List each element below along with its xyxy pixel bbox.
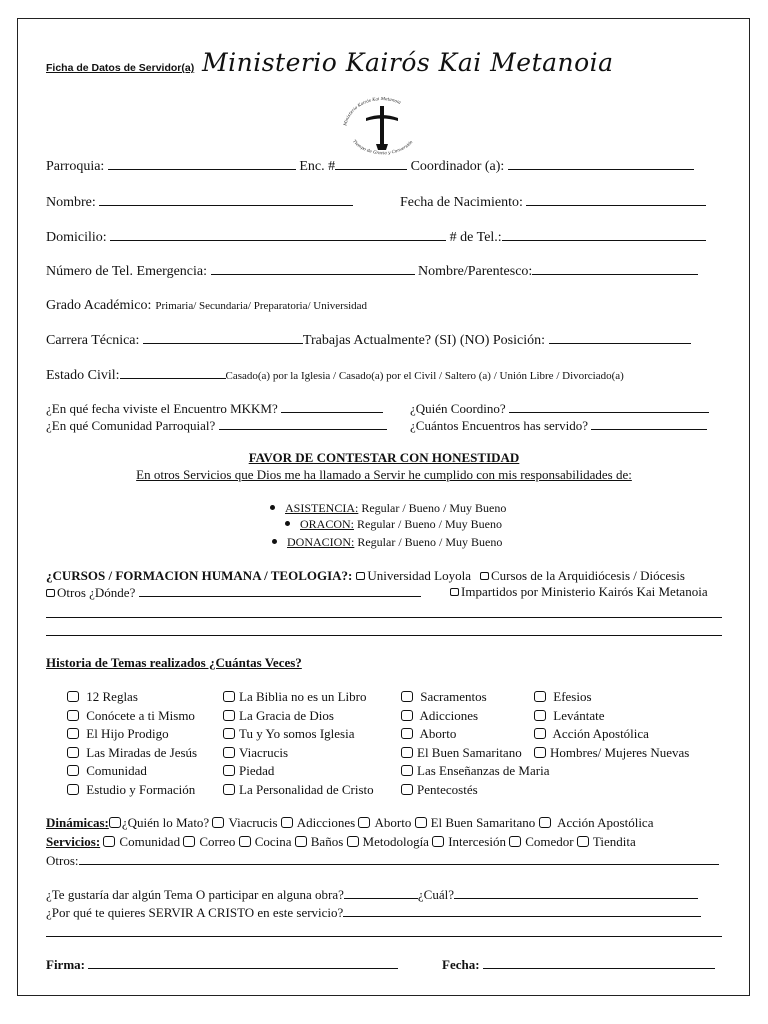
bullet-icon	[270, 505, 275, 510]
historia-col-1	[67, 688, 197, 800]
cuantos-encuentros-row	[410, 417, 707, 434]
grado-label: Grado Académico:	[46, 298, 152, 313]
servicios-otros-row	[46, 852, 719, 869]
parentesco-label: Nombre/Parentesco:	[418, 264, 533, 279]
checkbox[interactable]	[401, 747, 413, 758]
checkbox[interactable]	[223, 691, 235, 702]
tema-sacramentos[interactable]: Sacramentos	[401, 688, 549, 707]
donacion-item	[272, 535, 502, 550]
enc-label: Enc. #	[299, 159, 336, 174]
servicio-checkbox[interactable]	[509, 836, 521, 847]
checkbox[interactable]	[401, 765, 413, 776]
tema-obra-row	[46, 886, 698, 903]
checkbox[interactable]	[534, 710, 546, 721]
oracon-item	[285, 517, 502, 532]
otros-donde-field[interactable]	[139, 584, 421, 597]
tema-accion[interactable]: Acción Apostólica	[534, 725, 689, 744]
page-title: Ministerio Kairós Kai Metanoia	[202, 48, 614, 77]
comunidad-label: ¿En qué Comunidad Parroquial?	[46, 418, 216, 433]
posicion-field[interactable]	[549, 331, 691, 344]
cual-label: ¿Cuál?	[417, 887, 454, 902]
tema-estudio[interactable]: Estudio y Formación	[67, 781, 197, 800]
checkbox[interactable]	[223, 784, 235, 795]
estado-civil-label: Estado Civil:	[46, 368, 120, 383]
checkbox[interactable]	[534, 747, 546, 758]
ministerio-row	[450, 584, 708, 600]
por-que-field[interactable]	[343, 904, 701, 917]
donacion-label: DONACION:	[287, 535, 355, 549]
servicio-checkbox[interactable]	[103, 836, 115, 847]
tema-biblia[interactable]: La Biblia no es un Libro	[223, 688, 374, 707]
fecha-row	[442, 956, 715, 973]
parentesco-field[interactable]	[532, 262, 698, 275]
checkbox[interactable]	[401, 784, 413, 795]
ministry-logo	[336, 96, 428, 162]
comunidad-row	[46, 417, 387, 434]
tema-gracia[interactable]: La Gracia de Dios	[223, 707, 374, 726]
carrera-row	[46, 331, 691, 349]
por-que-row	[46, 904, 701, 921]
fecha-encuentro-field[interactable]	[281, 400, 383, 413]
tema-obra-field[interactable]	[344, 886, 418, 899]
cursos-line-1[interactable]	[46, 617, 722, 618]
dinamica-checkbox[interactable]	[281, 817, 293, 828]
historia-col-4	[534, 688, 689, 762]
firma-label: Firma:	[46, 957, 85, 972]
historia-heading: Historia de Temas realizados ¿Cuántas Veces?	[46, 655, 302, 670]
quien-coordino-field[interactable]	[509, 400, 709, 413]
ministerio-checkbox[interactable]	[450, 588, 459, 596]
tel-emergencia-field[interactable]	[211, 262, 415, 275]
checkbox[interactable]	[401, 710, 413, 721]
checkbox[interactable]	[67, 710, 79, 721]
fecha-nac-label: Fecha de Nacimiento:	[400, 195, 523, 210]
tema-12-reglas[interactable]: 12 Reglas	[67, 688, 197, 707]
ministerio-label: Impartidos por Ministerio Kairós Kai Metanoia	[461, 584, 708, 599]
dinamicas-label: Dinámicas:	[46, 815, 109, 830]
quien-coordino-label: ¿Quién Coordino?	[410, 401, 506, 416]
comunidad-field[interactable]	[219, 417, 387, 430]
domicilio-row	[46, 228, 706, 246]
otros-donde-row	[46, 584, 421, 601]
fecha-nac-row	[400, 193, 706, 211]
fecha-field[interactable]	[483, 956, 715, 969]
tema-efesios[interactable]: Efesios	[534, 688, 689, 707]
parroquia-row	[46, 157, 694, 175]
otros-checkbox[interactable]	[46, 589, 55, 597]
domicilio-field[interactable]	[110, 228, 446, 241]
coordinador-label: Coordinador (a):	[410, 159, 505, 174]
servicios-otros-field[interactable]	[79, 852, 719, 865]
servicio-checkbox[interactable]	[239, 836, 251, 847]
checkbox[interactable]	[223, 710, 235, 721]
por-que-line-2[interactable]	[46, 936, 722, 937]
donacion-options[interactable]: Regular / Bueno / Muy Bueno	[357, 535, 503, 549]
tema-comunidad[interactable]: Comunidad	[67, 762, 197, 781]
tema-hombres-nuevos[interactable]: Hombres/ Mujeres Nuevas	[534, 744, 689, 763]
checkbox[interactable]	[67, 691, 79, 702]
fecha-encuentro-row	[46, 400, 383, 417]
fecha-label: Fecha:	[442, 957, 480, 972]
servicio-checkbox[interactable]	[347, 836, 359, 847]
cual-field[interactable]	[454, 886, 698, 899]
historia-col-2	[223, 688, 374, 800]
checkbox[interactable]	[67, 784, 79, 795]
tema-samaritano[interactable]: El Buen Samaritano	[401, 744, 549, 763]
parroquia-field[interactable]	[108, 157, 296, 170]
asistencia-options[interactable]: Regular / Bueno / Muy Bueno	[361, 501, 507, 515]
coordinador-field[interactable]	[508, 157, 694, 170]
estado-civil-field[interactable]	[120, 366, 226, 379]
checkbox[interactable]	[67, 728, 79, 739]
dinamica-checkbox[interactable]	[358, 817, 370, 828]
tel-field[interactable]	[502, 228, 706, 241]
tema-obra-label: ¿Te gustaría dar algún Tema O participar en alguna obra?	[46, 887, 344, 902]
domicilio-label: Domicilio:	[46, 230, 107, 245]
carrera-label: Carrera Técnica:	[46, 333, 140, 348]
grado-row	[46, 296, 367, 314]
historia-col-3	[401, 688, 549, 800]
nombre-label: Nombre:	[46, 195, 96, 210]
cuantos-encuentros-field[interactable]	[591, 417, 707, 430]
cursos-line-2[interactable]	[46, 635, 722, 636]
parroquia-label: Parroquia:	[46, 159, 105, 174]
checkbox[interactable]	[223, 728, 235, 739]
nombre-row	[46, 193, 353, 211]
tema-conocete[interactable]: Conócete a ti Mismo	[67, 707, 197, 726]
cursos-label: ¿CURSOS / FORMACION HUMANA / TEOLOGIA?:	[46, 568, 353, 583]
firma-row	[46, 956, 398, 973]
carrera-field[interactable]	[143, 331, 303, 344]
bullet-icon	[285, 521, 290, 526]
dinamicas-row: Dinámicas: ¿Quién lo Mato? Viacrucis Adicciones Aborto El Buen Samaritano Acción Apostólica	[46, 815, 654, 830]
grado-options[interactable]: Primaria/ Secundaria/ Preparatoria/ Universidad	[155, 300, 368, 312]
tema-adicciones[interactable]: Adicciones	[401, 707, 549, 726]
checkbox[interactable]	[223, 747, 235, 758]
trabajas-label: Trabajas Actualmente? (SI) (NO) Posición:	[302, 333, 546, 348]
servicio-checkbox[interactable]	[183, 836, 195, 847]
arquidiocesis-checkbox[interactable]	[480, 572, 489, 580]
tel-label: # de Tel.:	[449, 230, 502, 245]
svg-text:Tiempo de Gracia y Conversión: Tiempo de Gracia y Conversión	[352, 138, 414, 156]
checkbox[interactable]	[534, 691, 546, 702]
dinamica-checkbox[interactable]	[539, 817, 551, 828]
checkbox[interactable]	[67, 765, 79, 776]
enc-field[interactable]	[335, 157, 407, 170]
servicios-label: Servicios:	[46, 834, 101, 849]
tema-iglesia[interactable]: Tu y Yo somos Iglesia	[223, 725, 374, 744]
cursos-row	[46, 567, 685, 585]
dinamica-checkbox[interactable]	[212, 817, 224, 828]
firma-field[interactable]	[88, 956, 398, 969]
oracon-options[interactable]: Regular / Bueno / Muy Bueno	[357, 517, 502, 531]
tema-personalidad[interactable]: La Personalidad de Cristo	[223, 781, 374, 800]
tema-aborto[interactable]: Aborto	[401, 725, 549, 744]
honesty-heading: FAVOR DE CONTESTAR CON HONESTIDAD	[248, 450, 520, 465]
servicio-checkbox[interactable]	[432, 836, 444, 847]
por-que-label: ¿Por qué te quieres SERVIR A CRISTO en este servicio?	[46, 905, 344, 920]
emergencia-row	[46, 262, 698, 280]
loyola-checkbox[interactable]	[356, 572, 365, 580]
oracon-label: ORACON:	[300, 517, 355, 531]
checkbox[interactable]	[223, 765, 235, 776]
cross-logo-icon	[336, 96, 428, 162]
tema-hijo-prodigo[interactable]: El Hijo Prodigo	[67, 725, 197, 744]
asistencia-item	[270, 501, 506, 516]
tema-ensenanzas[interactable]: Las Enseñanzas de Maria	[401, 762, 549, 781]
estado-civil-row	[46, 366, 624, 384]
tema-levantate[interactable]: Levántate	[534, 707, 689, 726]
loyola-label: Universidad Loyola	[367, 568, 471, 583]
checkbox[interactable]	[401, 691, 413, 702]
bullet-icon	[272, 539, 277, 544]
form-label: Ficha de Datos de Servidor(a)	[46, 62, 195, 74]
tema-piedad[interactable]: Piedad	[223, 762, 374, 781]
honesty-subheading: En otros Servicios que Dios me ha llamado a Servir he cumplido con mis responsabilidades de:	[136, 467, 632, 482]
cuantos-encuentros-label: ¿Cuántos Encuentros has servido?	[410, 418, 588, 433]
dinamica-checkbox[interactable]	[415, 817, 427, 828]
svg-text:Ministerio Kairós Kai Metanoia: Ministerio Kairós Kai Metanoia	[342, 96, 402, 127]
checkbox[interactable]	[67, 747, 79, 758]
servicios-row: Servicios: Comunidad Correo Cocina Baños Metodología Intercesión Comedor Tiendita	[46, 834, 636, 849]
servicio-checkbox[interactable]	[295, 836, 307, 847]
fecha-encuentro-label: ¿En qué fecha viviste el Encuentro MKKM?	[46, 401, 278, 416]
tema-pentecostes[interactable]: Pentecostés	[401, 781, 549, 800]
quien-coordino-row	[410, 400, 709, 417]
fecha-nac-field[interactable]	[526, 193, 706, 206]
tema-miradas[interactable]: Las Miradas de Jesús	[67, 744, 197, 763]
servicio-checkbox[interactable]	[577, 836, 589, 847]
otros-donde-label: Otros ¿Dónde?	[57, 585, 136, 600]
checkbox[interactable]	[401, 728, 413, 739]
estado-civil-options[interactable]: Casado(a) por la Iglesia / Casado(a) por el Civil / Saltero (a) / Unión Libre / Divorciado(a)	[225, 370, 624, 382]
dinamica-checkbox[interactable]	[109, 817, 121, 828]
nombre-field[interactable]	[99, 193, 353, 206]
asistencia-label: ASISTENCIA:	[285, 501, 359, 515]
arquidiocesis-label: Cursos de la Arquidiócesis / Diócesis	[491, 568, 685, 583]
tel-emergencia-label: Número de Tel. Emergencia:	[46, 264, 207, 279]
servicios-otros-label: Otros:	[46, 853, 79, 868]
checkbox[interactable]	[534, 728, 546, 739]
tema-viacrucis[interactable]: Viacrucis	[223, 744, 374, 763]
